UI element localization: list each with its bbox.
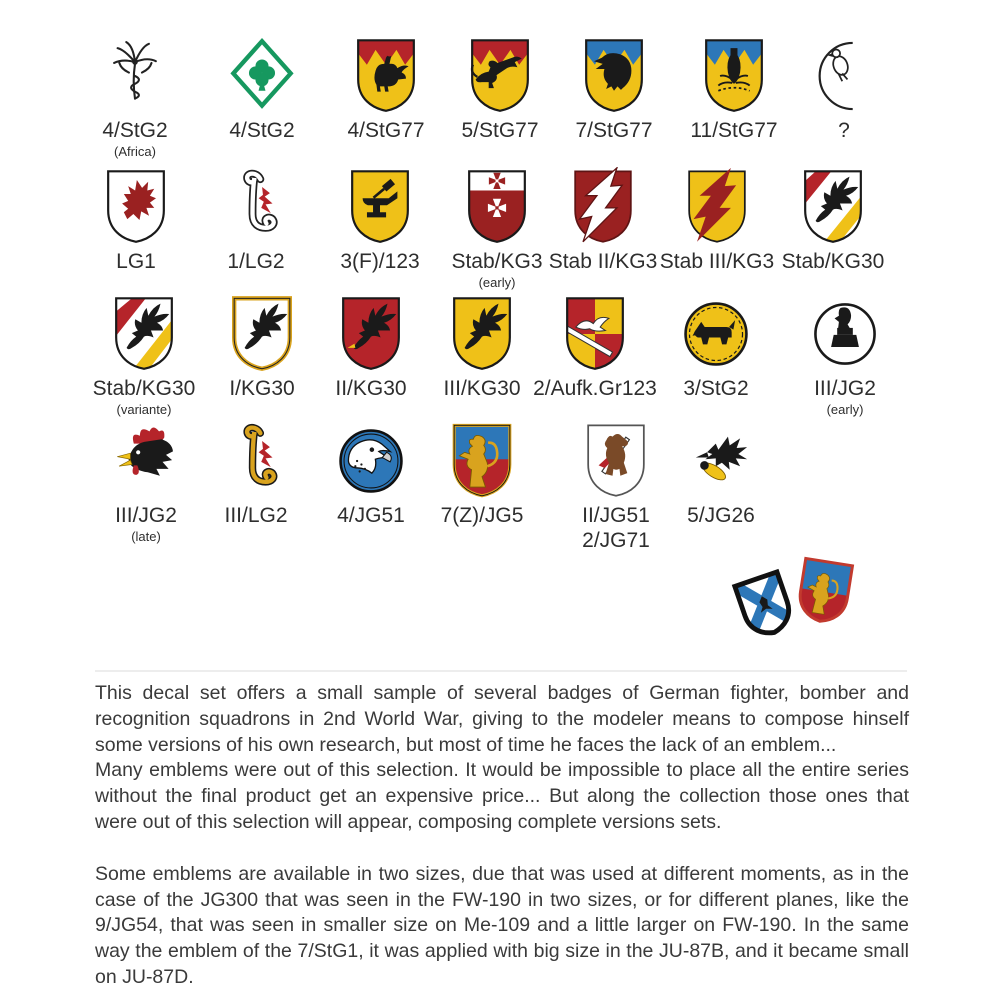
palm-tree-staff-icon xyxy=(67,34,203,116)
emblem-label: Stab/KG3 xyxy=(451,250,543,273)
emblem-cell xyxy=(312,165,448,274)
emblem-sublabel: (early) xyxy=(478,275,516,290)
emblem-label: 7(Z)/JG5 xyxy=(440,504,524,527)
lion-shield-icon xyxy=(414,419,550,501)
emblem-label: Stab/KG30 xyxy=(92,377,196,400)
paragraph-1b: Many emblems were out of this selection. It would be impossible to place all the entire series without the final product get an expensive price... But along the collection those ones that were out of this selection will appear, composing complete versions sets. xyxy=(95,759,909,833)
emblem-label: 5/JG26 xyxy=(687,504,755,527)
description-text xyxy=(95,681,909,991)
emblem-sublabel: (early) xyxy=(826,402,864,417)
emblem-sublabel: (late) xyxy=(131,529,161,544)
emblem-label: ? xyxy=(838,119,850,142)
emblem-label: 3(F)/123 xyxy=(340,250,420,273)
emblem-label: III/LG2 xyxy=(224,504,288,527)
emblem-sublabel: (Africa) xyxy=(114,144,156,159)
emblem-cell xyxy=(546,34,682,143)
emblem-cell xyxy=(648,292,784,401)
diving-eagle-striped-shield-icon xyxy=(765,165,901,247)
emblem-label: 4/StG2 xyxy=(102,119,168,142)
bust-disc-icon xyxy=(777,292,913,374)
emblem-label: LG1 xyxy=(116,250,156,273)
clover-diamond-icon xyxy=(194,34,330,116)
emblem-label: 4/StG77 xyxy=(347,119,425,142)
moon-bird-icon xyxy=(776,34,912,116)
emblem-label: II/KG30 xyxy=(335,377,407,400)
emblem-cell xyxy=(194,34,330,143)
emblem-cell xyxy=(188,165,324,274)
emblem-label: Stab/KG30 xyxy=(781,250,885,273)
emblem-label: 5/StG77 xyxy=(461,119,539,142)
paragraph-1: This decal set offers a small sample of several badges of German fighter, bomber and recognition squadrons in 2nd World War, giving to the modeler means to compose hinself some versions of his own research, but most of time he faces the lack of an emblem... xyxy=(95,682,909,756)
emblem-label: 4/JG51 xyxy=(337,504,405,527)
emblem-label: 7/StG77 xyxy=(575,119,653,142)
emblem-cell xyxy=(776,34,912,143)
emblem-cell xyxy=(67,34,203,159)
lion-shield-small-icon xyxy=(789,554,860,635)
emblem-label: 11/StG77 xyxy=(690,119,778,142)
separator-line xyxy=(95,670,907,672)
emblem-label: III/JG2 xyxy=(814,377,876,400)
scottie-dog-disc-icon xyxy=(648,292,784,374)
emblem-label: 1/LG2 xyxy=(227,250,285,273)
emblem-cell xyxy=(765,165,901,274)
crow-bomb-icon xyxy=(653,419,789,501)
emblem-label: Stab II/KG3 xyxy=(548,250,658,273)
emblem-label: 4/StG2 xyxy=(229,119,295,142)
emblem-label: II/JG51 xyxy=(582,504,650,527)
emblem-cell xyxy=(527,292,663,401)
diving-eagle-striped-shield-variant-icon xyxy=(76,292,212,374)
emblem-label: I/KG30 xyxy=(229,377,295,400)
emblem-cell xyxy=(777,292,913,417)
emblem-label: III/KG30 xyxy=(443,377,521,400)
emblem-label: III/JG2 xyxy=(115,504,177,527)
eagle-head-shield-icon xyxy=(546,34,682,116)
footer-badge-pair xyxy=(728,556,918,676)
emblem-label: 3/StG2 xyxy=(683,377,749,400)
gull-quartered-shield-icon xyxy=(527,292,663,374)
emblem-cell xyxy=(68,165,204,274)
ornate-l-white-icon xyxy=(188,165,324,247)
emblem-cell xyxy=(76,292,212,417)
paragraph-2: Some emblems are available in two sizes, due that was used at different moments, as in the case of the JG300 that was seen in the FW-190 in two sizes, or for different planes, like the 9/JG54, that was seen in smaller size on Me-109 and a little larger on FW-190. In the same way the emblem of the 7/StG1, it was applied with big size in the JU-87B, and it became small on JU-87D. xyxy=(95,862,909,988)
griffin-shield-icon xyxy=(68,165,204,247)
emblem-cell xyxy=(653,419,789,528)
emblem-label-2: 2/JG71 xyxy=(582,529,650,552)
anvil-shield-icon xyxy=(312,165,448,247)
emblem-label: Stab III/KG3 xyxy=(659,250,775,273)
emblem-cell xyxy=(414,419,550,528)
emblem-label: 2/Aufk.Gr123 xyxy=(533,377,657,400)
emblem-sublabel: (variante) xyxy=(116,402,172,417)
